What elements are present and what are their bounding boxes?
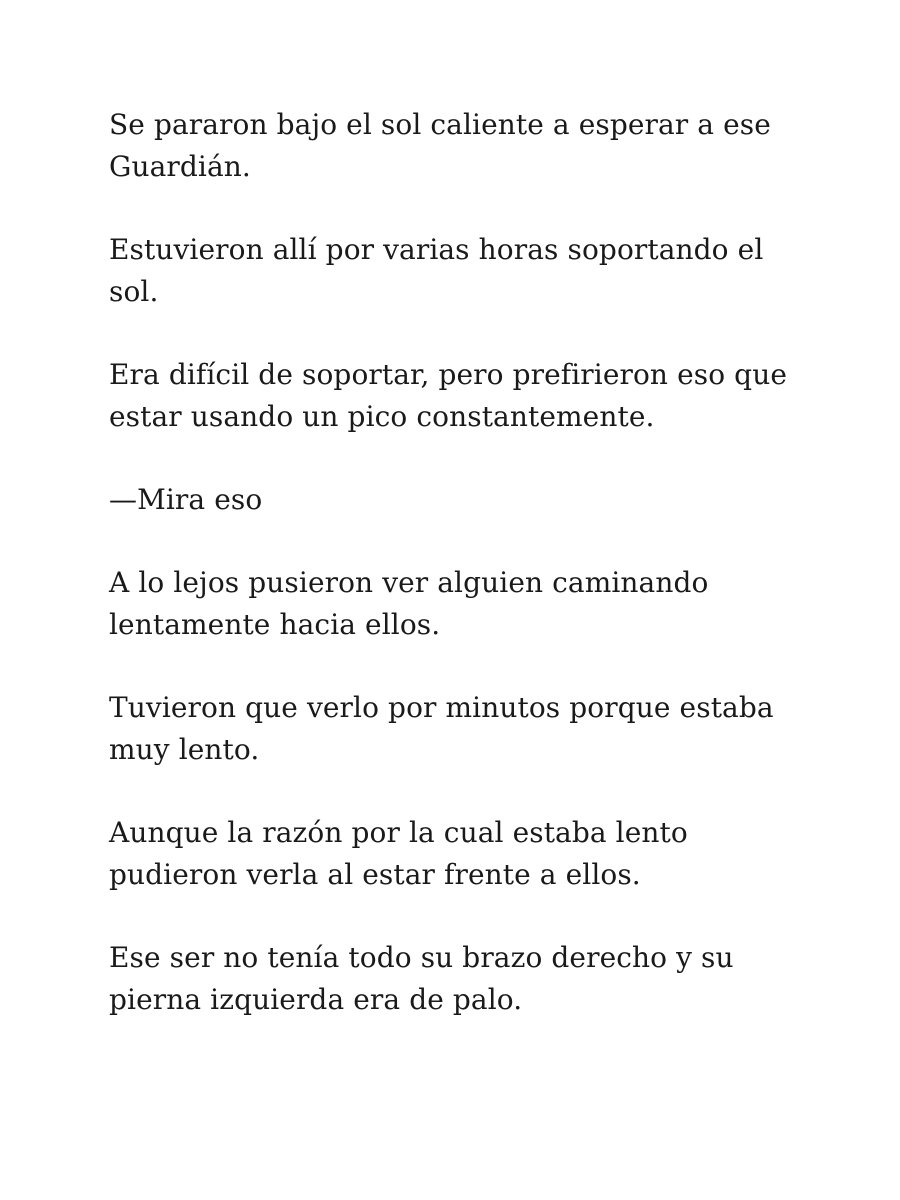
paragraph: Aunque la razón por la cual estaba lento pudieron verla al estar frente a ellos. [109, 816, 688, 891]
document-body [109, 104, 809, 1062]
paragraph: A lo lejos pusieron ver alguien caminando lentamente hacia ellos. [109, 566, 709, 641]
paragraph: Era difícil de soportar, pero prefirieron eso que estar usando un pico constantemente. [109, 358, 787, 433]
paragraph: Tuvieron que verlo por minutos porque estaba muy lento. [109, 691, 774, 766]
paragraph: Estuvieron allí por varias horas soportando el sol. [109, 233, 764, 308]
dialogue-line: —Mira eso [109, 483, 263, 516]
paragraph: Ese ser no tenía todo su brazo derecho y su pierna izquierda era de palo. [109, 941, 734, 1016]
paragraph: Se pararon bajo el sol caliente a esperar a ese Guardián. [109, 108, 771, 183]
